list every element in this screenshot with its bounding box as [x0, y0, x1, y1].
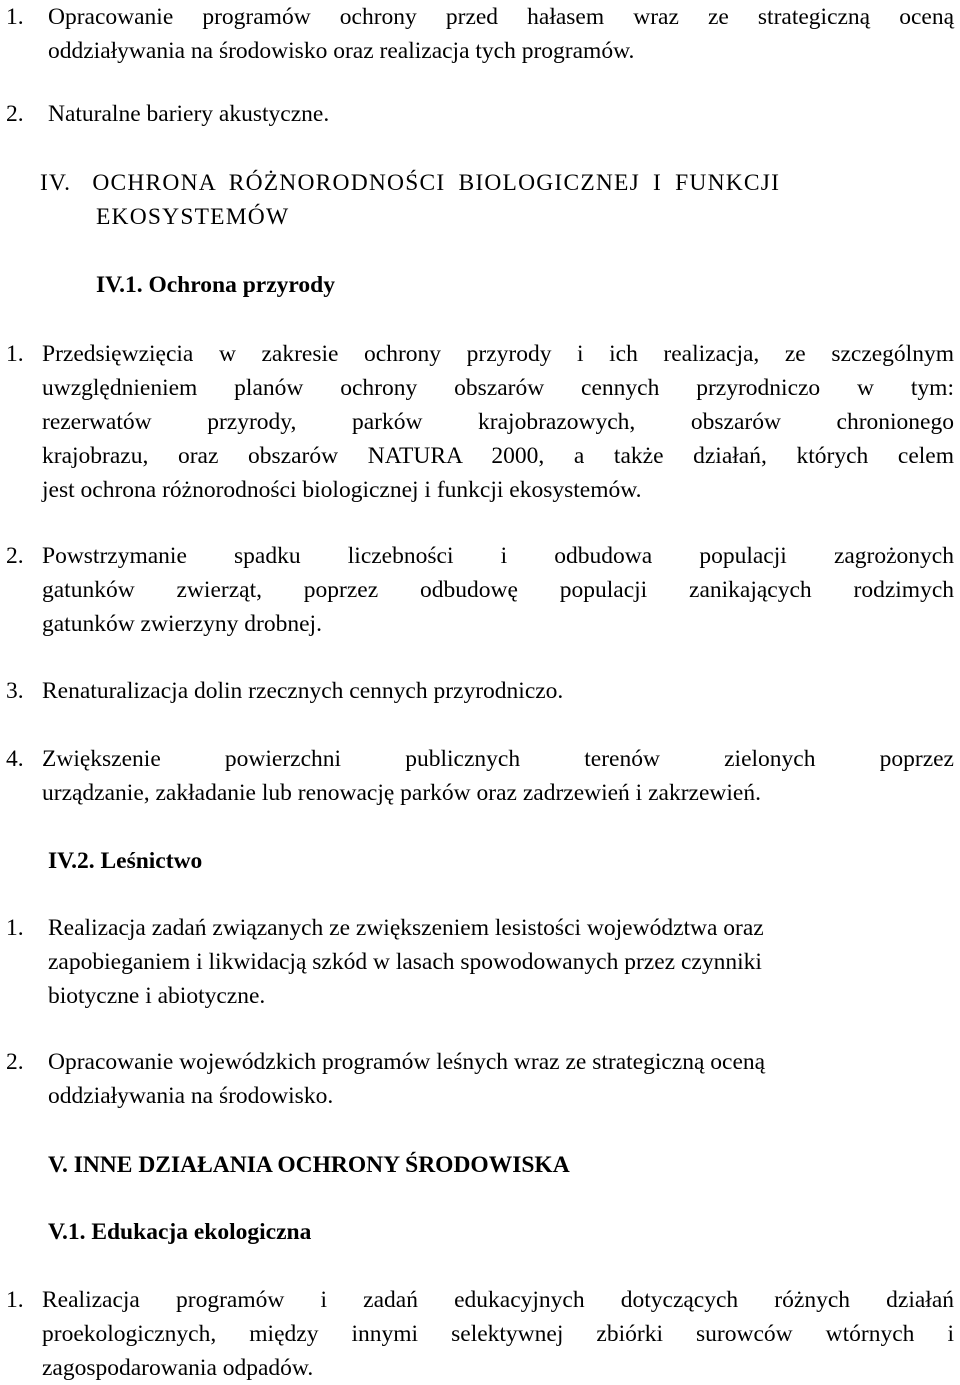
- item-number: 1.: [6, 341, 24, 367]
- item-number: 1.: [6, 4, 24, 30]
- list-item-continuation: [0, 34, 960, 68]
- item-line: zagospodarowania odpadów.: [42, 1355, 314, 1381]
- section-title-continuation: EKOSYSTEMÓW: [96, 204, 290, 230]
- section-title: OCHRONA RÓŻNORODNOŚCI BIOLOGICZNEJ I FUNKCJI: [92, 170, 781, 196]
- list-item: [0, 0, 960, 34]
- item-number: 2.: [6, 101, 24, 127]
- list-item: [0, 539, 960, 641]
- item-line: Renaturalizacja dolin rzecznych cennych przyrodniczo.: [42, 678, 564, 704]
- subsection-heading: IV.1. Ochrona przyrody: [96, 272, 335, 298]
- item-number: 1.: [6, 1287, 24, 1313]
- item-line: Realizacja programów i zadań edukacyjnych dotyczących różnych działań: [42, 1287, 954, 1313]
- item-line: oddziaływania na środowisko.: [48, 1083, 334, 1109]
- list-item: [0, 911, 960, 1013]
- list-item: [0, 1283, 960, 1385]
- list-item: [0, 742, 960, 810]
- section-heading: V. INNE DZIAŁANIA OCHRONY ŚRODOWISKA: [48, 1152, 570, 1178]
- item-line: urządzanie, zakładanie lub renowację parków oraz zadrzewień i zakrzewień.: [42, 780, 761, 806]
- item-number: 4.: [6, 746, 24, 772]
- item-line: Zwiększenie powierzchni publicznych terenów zielonych poprzez: [42, 746, 954, 772]
- item-line: Realizacja zadań związanych ze zwiększeniem lesistości województwa oraz: [48, 915, 764, 941]
- list-item: [0, 97, 960, 131]
- list-item: [0, 1045, 960, 1113]
- list-item: [0, 674, 960, 708]
- noise-list: [0, 0, 960, 68]
- subsection-heading: V.1. Edukacja ekologiczna: [48, 1219, 312, 1245]
- item-number: 2.: [6, 1049, 24, 1075]
- item-line: rezerwatów przyrody, parków krajobrazowych, obszarów chronionego: [42, 409, 954, 435]
- item-line: oddziaływania na środowisko oraz realizacja tych programów.: [48, 38, 635, 64]
- item-line: jest ochrona różnorodności biologicznej i funkcji ekosystemów.: [42, 477, 642, 503]
- item-line: proekologicznych, między innymi selektywnej zbiórki surowców wtórnych i: [42, 1321, 954, 1347]
- item-line: biotyczne i abiotyczne.: [48, 983, 266, 1009]
- section-heading: [40, 166, 780, 200]
- item-line: Opracowanie wojewódzkich programów leśnych wraz ze strategiczną oceną: [48, 1049, 766, 1075]
- subsection-heading: IV.2. Leśnictwo: [48, 848, 203, 874]
- list-item: [0, 337, 960, 507]
- item-number: 3.: [6, 678, 24, 704]
- item-line: Powstrzymanie spadku liczebności i odbudowa populacji zagrożonych: [42, 543, 954, 569]
- item-line: zapobieganiem i likwidacją szkód w lasach spowodowanych przez czynniki: [48, 949, 762, 975]
- item-line: Opracowanie programów ochrony przed hałasem wraz ze strategiczną oceną: [48, 4, 954, 30]
- item-number: 2.: [6, 543, 24, 569]
- item-line: Naturalne bariery akustyczne.: [48, 101, 330, 127]
- item-number: 1.: [6, 915, 24, 941]
- item-line: gatunków zwierząt, poprzez odbudowę populacji zanikających rodzimych: [42, 577, 954, 603]
- item-line: gatunków zwierzyny drobnej.: [42, 611, 322, 637]
- item-line: Przedsięwzięcia w zakresie ochrony przyrody i ich realizacja, ze szczególnym: [42, 341, 954, 367]
- item-line: krajobrazu, oraz obszarów NATURA 2000, a także działań, których celem: [42, 443, 954, 469]
- item-line: uwzględnieniem planów ochrony obszarów cennych przyrodniczo w tym:: [42, 375, 954, 401]
- section-number: IV.: [40, 170, 72, 196]
